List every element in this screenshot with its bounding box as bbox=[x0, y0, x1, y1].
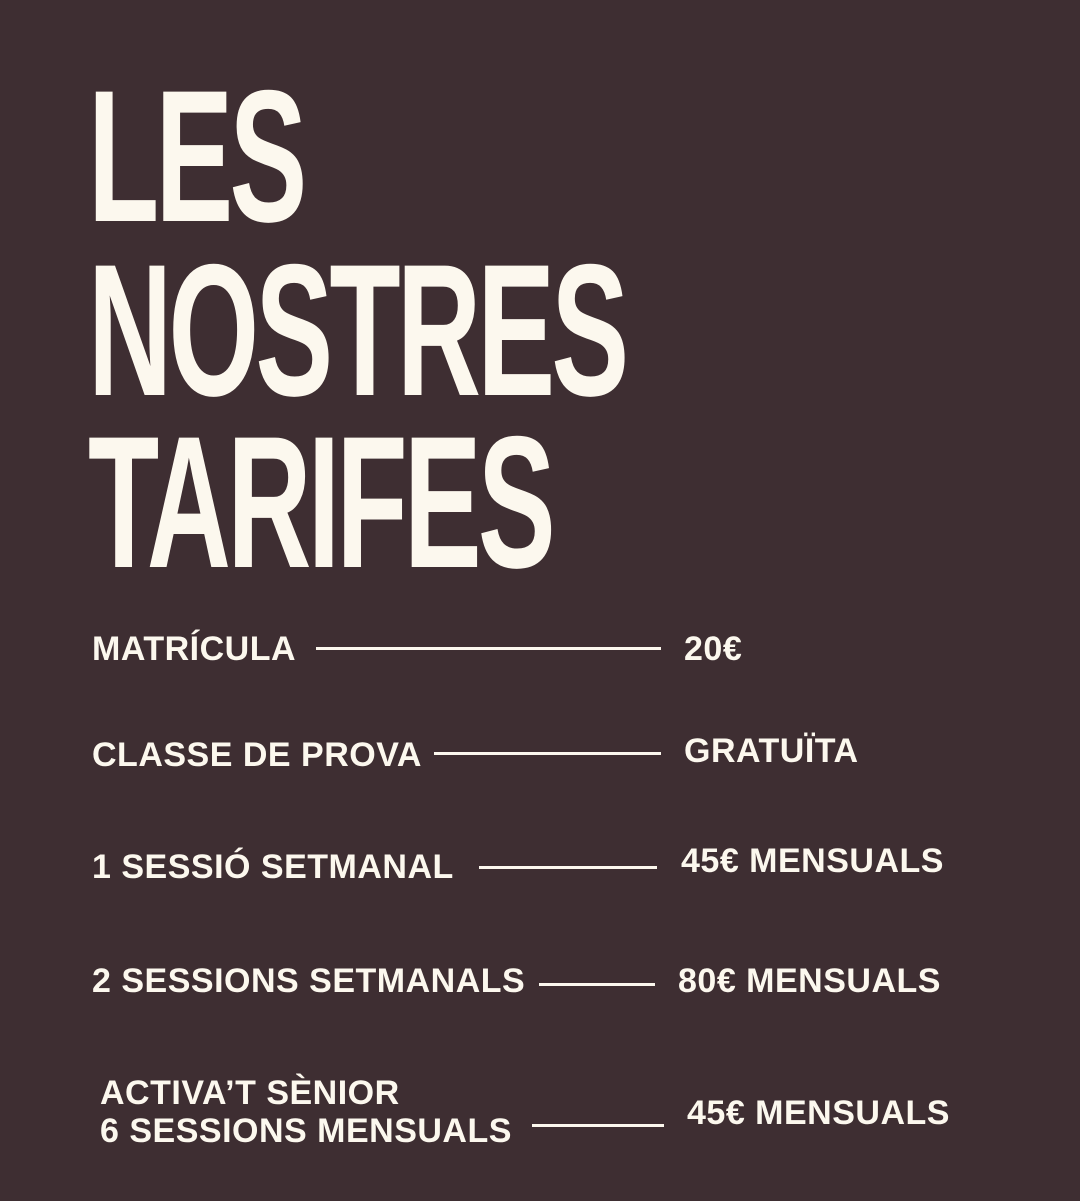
leader-line bbox=[532, 1124, 664, 1127]
price-value: 45€ MENSUALS bbox=[687, 1094, 950, 1132]
leader-line bbox=[479, 866, 657, 869]
price-value: 20€ bbox=[684, 630, 743, 668]
price-label: 1 SESSIÓ SETMANAL bbox=[92, 848, 454, 886]
price-label-line2: 6 SESSIONS MENSUALS bbox=[100, 1112, 512, 1150]
leader-line bbox=[539, 983, 655, 986]
price-label: MATRÍCULA bbox=[92, 630, 297, 668]
leader-line bbox=[434, 752, 661, 755]
title-line-tarifes: TARIFES bbox=[88, 397, 552, 607]
price-label: 2 SESSIONS SETMANALS bbox=[92, 962, 526, 1000]
price-value: GRATUÏTA bbox=[684, 732, 859, 770]
price-value: 80€ MENSUALS bbox=[678, 962, 941, 1000]
price-label-line1: ACTIVA’T SÈNIOR bbox=[100, 1074, 400, 1112]
price-label: CLASSE DE PROVA bbox=[92, 736, 422, 774]
title-line-nostres: NOSTRES bbox=[88, 225, 626, 435]
title-line-les: LES bbox=[88, 51, 304, 261]
price-value: 45€ MENSUALS bbox=[681, 842, 944, 880]
leader-line bbox=[316, 647, 661, 650]
